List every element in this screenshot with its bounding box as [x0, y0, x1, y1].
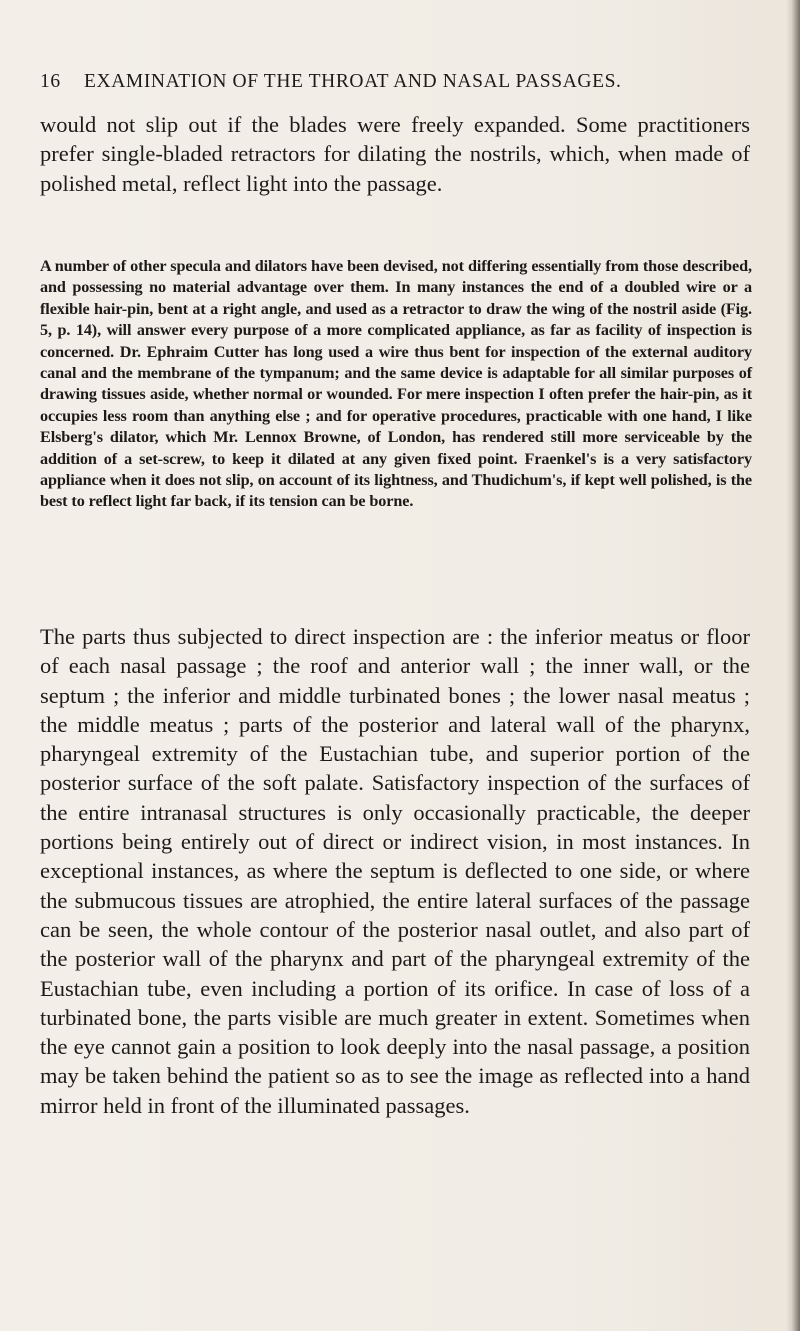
page-edge-shadow: [786, 0, 800, 1331]
paragraph-small-print: A number of other specula and dilators have been devised, not differing essentially from those described, and possessing no material advantage over them. In many instances the end of a doubled wire or a flexible hair-pin, bent at a right angle, and used as a retractor to draw the wing of the nostril aside (Fig. 5, p. 14), will answer every purpose of a more complicated appliance, as far as facility of inspection is concerned. Dr. Ephraim Cutter has long used a wire thus bent for inspection of the external auditory canal and the membrane of the tympanum; and the same device is adaptable for all similar purposes of drawing tissues aside, whether normal or wounded. For mere inspection I often prefer the hair-pin, as it occupies less room than anything else ; and for operative procedures, practicable with one hand, I like Elsberg's dilator, which Mr. Lennox Browne, of London, has rendered still more serviceable by the addition of a set-screw, to keep it dilated at any given fixed point. Fraenkel's is a very satisfactory appliance when it does not slip, on account of its lightness, and Thudichum's, if kept well polished, is the best to reflect light far back, if its tension can be borne.: [40, 257, 752, 511]
running-title: EXAMINATION OF THE THROAT AND NASAL PASSAGES.: [84, 71, 622, 92]
running-header: [40, 71, 740, 101]
paragraph-inspection-parts: The parts thus subjected to direct inspection are : the inferior meatus or floor of each nasal passage ; the roof and anterior wall ; the inner wall, or the septum ; the inferior and middle turbinated bones ; the lower nasal meatus ; the middle meatus ; parts of the posterior and lateral wall of the pharynx, pharyngeal extremity of the Eustachian tube, and superior portion of the posterior surface of the soft palate. Satisfactory inspection of the surfaces of the entire intranasal structures is only occasionally practicable, the deeper portions being entirely out of direct or indirect vision, in most instances. In exceptional instances, as where the septum is deflected to one side, or where the submucous tissues are atrophied, the entire lateral surfaces of the passage can be seen, the whole contour of the posterior nasal outlet, and also part of the posterior wall of the pharynx and part of the pharyngeal extremity of the Eustachian tube, even including a portion of its orifice. In case of loss of a turbinated bone, the parts visible are much greater in extent. Sometimes when the eye cannot gain a position to look deeply into the nasal passage, a position may be taken behind the patient so as to see the image as reflected into a hand mirror held in front of the illuminated passages.: [40, 624, 750, 1118]
paragraph-continuation: would not slip out if the blades were freely expanded. Some practitioners prefer single-bladed retractors for dilating the nostrils, which, when made of polished metal, reflect light into the passage.: [40, 112, 750, 196]
page-number: 16: [40, 71, 61, 92]
